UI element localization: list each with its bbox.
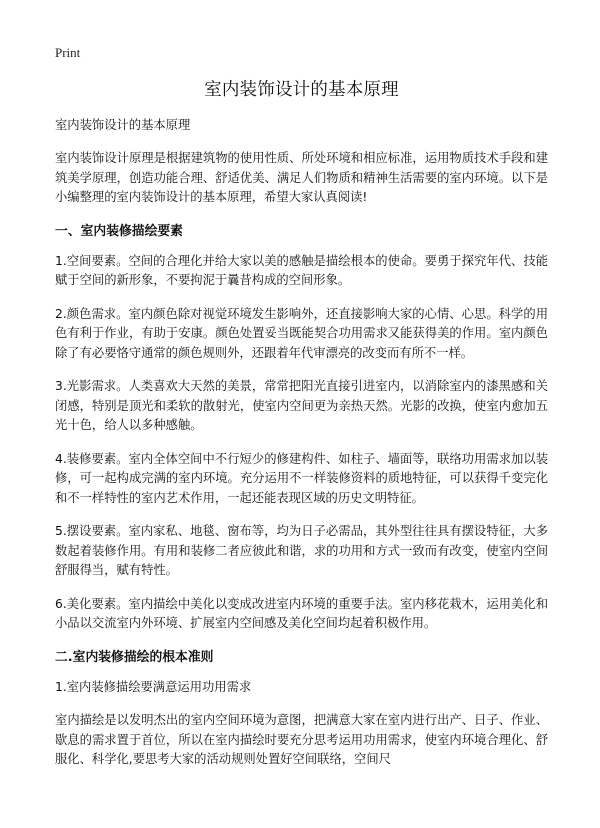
section-heading-1: 一、室内装修描绘要素	[55, 223, 183, 239]
list-item: 5.摆设要素。室内家私、地毯、窗布等，均为日子必需品，其外型往往具有摆设特征，大多数起着装修作用。有用和装修二者应彼此和谐，求的功用和方式一致而有改变，使室内空间舒服得当，赋有特性。	[55, 524, 548, 577]
body-paragraph: 室内描绘是以发明杰出的室内空间环境为意图，把满意大家在室内进行出产、日子、作业、歇息的需求置于首位，所以在室内描绘时要充分思考运用功用需求，使室内环境合理化、舒服化、科学化,要思考大家的活动规则处置好空间联络，空间尺	[55, 713, 548, 766]
list-item: 6.美化要素。室内描绘中美化以变成改进室内环境的重要手法。室内移花栽木，运用美化和小品以交流室内外环境、扩展室内空间感及美化空间均起着积极作用。	[55, 596, 548, 630]
sub-heading: 1.室内装修描绘要满意运用功用需求	[55, 679, 252, 694]
article-title: 室内装饰设计的基本原理	[204, 80, 399, 100]
section-heading-2: 二.室内装修描绘的根本准则	[55, 649, 214, 665]
list-item: 4.装修要素。室内全体空间中不行短少的修建构件、如柱子、墙面等，联络功用需求加以装修，可一起构成完满的室内环境。充分运用不一样装修资料的质地特征，可以获得千变完化和不一样特性的室内艺术作用，一起还能表现区域的历史文明特征。	[55, 451, 548, 505]
list-item: 1.空间要素。空间的合理化并给大家以美的感触是描绘根本的使命。要勇于探究年代、技能赋于空间的新形象，不要拘泥于曩昔构成的空间形象。	[55, 253, 548, 287]
list-item: 2.颜色需求。室内颜色除对视觉环境发生影响外，还直接影响大家的心情、心思。科学的用色有利于作业，有助于安康。颜色处置妥当既能契合功用需求又能获得美的作用。室内颜色除了有必要恪守通常的颜色规则外，还跟着年代审漂亮的改变而有所不一样。	[55, 306, 548, 360]
intro-paragraph: 室内装饰设计原理是根据建筑物的使用性质、所处环境和相应标准，运用物质技术手段和建筑美学原理，创造功能合理、舒适优美、满足人们物质和精神生活需要的室内环境。以下是小编整理的室内装饰设计的基本原理，希望大家认真阅读!	[55, 151, 548, 204]
article-subtitle: 室内装饰设计的基本原理	[55, 118, 191, 132]
list-item: 3.光影需求。人类喜欢大天然的美景，常常把阳光直接引进室内，以消除室内的漆黑感和关闭感，特别是顶光和柔软的散射光，使室内空间更为亲热天然。光影的改换，使室内愈加五光十色，给人以多种感触。	[55, 379, 548, 432]
print-link[interactable]: Print	[55, 45, 81, 60]
